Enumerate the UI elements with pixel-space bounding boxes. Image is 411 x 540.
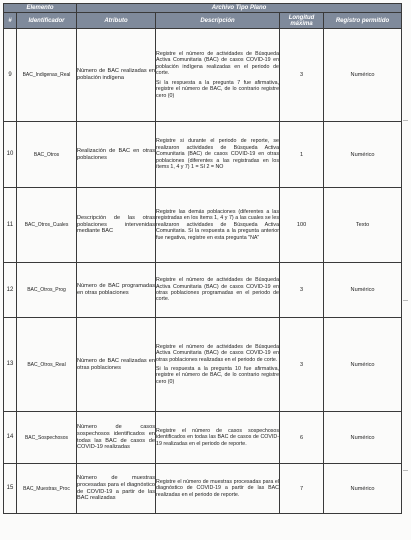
row-description — [156, 464, 280, 514]
description-paragraph: Registre si durante el periodo de reporte, se realizaron actividades de Búsqueda Activa Comunitaria (BAC) de casos COVID-19 en otras poblaciones (diferentes a las registradas en los ítems 1, 4 y 7) 1 = SI 2 = NO — [156, 138, 280, 171]
table-row — [4, 188, 402, 263]
row-description — [156, 412, 280, 464]
header-atributo: Atributo — [77, 13, 156, 29]
row-allowed-type: Numérico — [324, 263, 402, 318]
row-number: 11 — [4, 188, 17, 263]
row-max-length: 100 — [280, 188, 324, 263]
table-row — [4, 263, 402, 318]
scan-artifact — [403, 470, 408, 471]
table-row — [4, 412, 402, 464]
row-attribute: Número de casos sospechosos identificados en todas las BAC de casos de COVID-19 realizadas — [77, 412, 156, 464]
row-allowed-type: Texto — [324, 188, 402, 263]
row-identifier: BAC_Indigenas_Real — [17, 29, 77, 122]
header-elemento: Elemento — [4, 4, 77, 13]
header-row-columns — [4, 13, 402, 29]
table-row — [4, 464, 402, 514]
row-max-length: 1 — [280, 122, 324, 188]
row-identifier: BAC_Muestras_Proc — [17, 464, 77, 514]
row-identifier: BAC_Otros_Cuales — [17, 188, 77, 263]
row-number: 13 — [4, 318, 17, 412]
row-max-length: 7 — [280, 464, 324, 514]
data-dictionary-table — [3, 3, 402, 514]
description-paragraph: Registre el número de actividades de Búsqueda Activa Comunitaria (BAC) de casos COVID-19 en población indígena realizadas en el periodo de corte. — [156, 51, 280, 77]
table-row — [4, 122, 402, 188]
header-numero: # — [4, 13, 17, 29]
row-number: 12 — [4, 263, 17, 318]
row-number: 15 — [4, 464, 17, 514]
row-max-length: 3 — [280, 318, 324, 412]
row-description — [156, 29, 280, 122]
row-allowed-type: Numérico — [324, 464, 402, 514]
row-number: 9 — [4, 29, 17, 122]
row-description — [156, 122, 280, 188]
row-identifier: BAC_Otros — [17, 122, 77, 188]
row-number: 14 — [4, 412, 17, 464]
row-attribute: Número de BAC programadas en otras poblaciones — [77, 263, 156, 318]
row-identifier: BAC_Otros_Prog — [17, 263, 77, 318]
header-archivo-tipo-plano: Archivo Tipo Plano — [77, 4, 402, 13]
header-row-top — [4, 4, 402, 13]
description-paragraph: Registre el número de casos sospechosos identificados en todas las BAC de casos de COVID-19 realizadas en el periodo de reporte. — [156, 427, 280, 447]
row-description — [156, 188, 280, 263]
row-allowed-type: Numérico — [324, 122, 402, 188]
table-row — [4, 318, 402, 412]
row-allowed-type: Numérico — [324, 29, 402, 122]
description-paragraph: Registre el número de actividades de Búsqueda Activa Comunitaria (BAC) de casos COVID-19 en otras poblaciones realizadas en el periodo de corte. — [156, 343, 280, 363]
row-attribute: Realización de BAC en otras poblaciones — [77, 122, 156, 188]
row-max-length: 6 — [280, 412, 324, 464]
description-paragraph: Registre el número de actividades de Búsqueda Activa Comunitaria (BAC) de casos COVID-19 en otras poblaciones programadas en el periodo de corte. — [156, 277, 280, 303]
row-max-length: 3 — [280, 29, 324, 122]
row-attribute: Número de BAC realizadas en población indígena — [77, 29, 156, 122]
table-row — [4, 29, 402, 122]
row-description — [156, 318, 280, 412]
row-allowed-type: Numérico — [324, 412, 402, 464]
row-description — [156, 263, 280, 318]
row-attribute: Número de BAC realizadas en otras poblaciones — [77, 318, 156, 412]
row-allowed-type: Numérico — [324, 318, 402, 412]
scan-artifact — [403, 120, 408, 121]
header-registro-permitido: Registro permitido — [324, 13, 402, 29]
header-descripcion: Descripción — [156, 13, 280, 29]
description-paragraph: Registre las demás poblaciones (diferentes a las registradas en los ítems 1, 4 y 7) a las cuales se les realizaron actividades de Búsqueda Activa Comunitaria. Si la respuesta a la pregunta anterior fue negativa, registre en esta pregunta "NA" — [156, 208, 280, 241]
row-max-length: 3 — [280, 263, 324, 318]
row-attribute: Número de muestras procesadas para el diagnóstico de COVID-19 a partir de las BAC realizadas — [77, 464, 156, 514]
description-paragraph: Si la respuesta a la pregunta 7 fue afirmativa, registre el número de BAC, de lo contrario registre cero (0) — [156, 79, 280, 99]
header-identificador: Identificador — [17, 13, 77, 29]
description-paragraph: Si la respuesta a la pregunta 10 fue afirmativa, registre el número de BAC, de lo contrario registre cero (0) — [156, 366, 280, 385]
row-number: 10 — [4, 122, 17, 188]
row-identifier: BAC_Otros_Real — [17, 318, 77, 412]
row-identifier: BAC_Sospechosos — [17, 412, 77, 464]
row-attribute: Descripción de las otras poblaciones intervenidas mediante BAC — [77, 188, 156, 263]
header-longitud-maxima: Longitud máxima — [280, 13, 324, 29]
scan-artifact — [403, 300, 408, 301]
description-paragraph: Registre el número de muestras procesadas para el diagnóstico de COVID-19 a partir de las BAC realizadas en el periodo de reporte. — [156, 478, 280, 498]
